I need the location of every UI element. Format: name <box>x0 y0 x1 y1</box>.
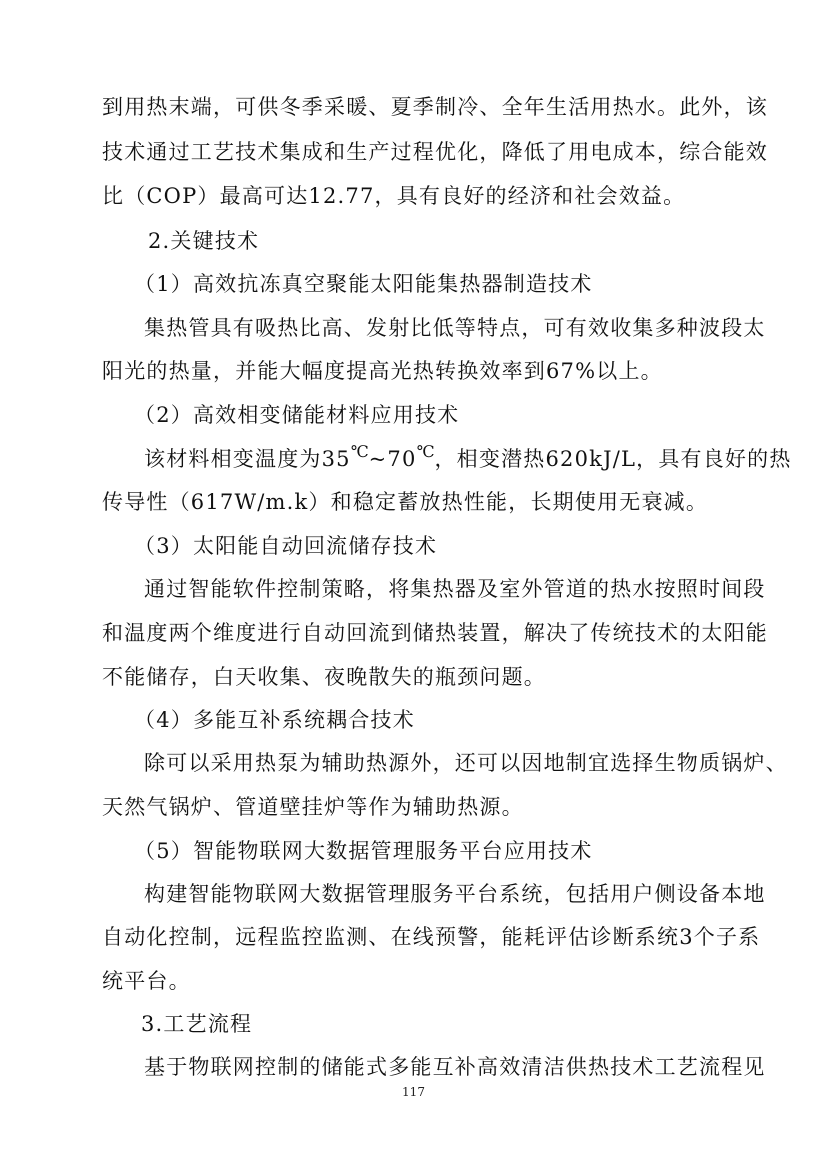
body-text-line: 基于物联网控制的储能式多能互补高效清洁供热技术工艺流程见 <box>144 1055 766 1079</box>
body-text-line: 不能储存，白天收集、夜晚散失的瓶颈问题。 <box>102 665 546 689</box>
body-text-line: 传导性（617W/m.k）和稳定蓄放热性能，长期使用无衰减。 <box>102 490 709 514</box>
section-heading: 3.工艺流程 <box>141 1012 253 1036</box>
subsection-title: （2）高效相变储能材料应用技术 <box>134 403 460 427</box>
text-segment: ，相变潜热620kJ/L，具有良好的热 <box>434 447 792 471</box>
subsection-title: （3）太阳能自动回流储存技术 <box>134 534 438 558</box>
body-text-line: 自动化控制，远程监控监测、在线预警，能耗评估诊断系统3个子系 <box>102 925 761 949</box>
body-text-line: 技术通过工艺技术集成和生产过程优化，降低了用电成本，综合能效 <box>102 140 768 164</box>
body-text-line: 集热管具有吸热比高、发射比低等特点，可有效收集多种波段太 <box>144 316 766 340</box>
text-segment: 该材料相变温度为35 <box>144 447 351 471</box>
subsection-title: （5）智能物联网大数据管理服务平台应用技术 <box>134 839 593 863</box>
text-segment: ~70 <box>368 447 417 471</box>
body-text-line: 到用热末端，可供冬季采暖、夏季制冷、全年生活用热水。此外，该 <box>102 95 768 119</box>
degree-symbol: ℃ <box>350 442 369 461</box>
subsection-title: （1）高效抗冻真空聚能太阳能集热器制造技术 <box>134 272 593 296</box>
body-text-line: 通过智能软件控制策略，将集热器及室外管道的热水按照时间段 <box>144 577 766 601</box>
body-text-line: 除可以采用热泵为辅助热源外，还可以因地制宜选择生物质锅炉、 <box>144 751 788 775</box>
subsection-title: （4）多能互补系统耦合技术 <box>134 708 415 732</box>
body-text-line: 比（COP）最高可达12.77，具有良好的经济和社会效益。 <box>102 184 686 208</box>
body-text-line: 构建智能物联网大数据管理服务平台系统，包括用户侧设备本地 <box>144 882 766 906</box>
body-text-line: 阳光的热量，并能大幅度提高光热转换效率到67%以上。 <box>102 359 663 383</box>
body-text-line: 统平台。 <box>102 969 191 993</box>
body-text-line <box>144 444 792 476</box>
section-heading: 2.关键技术 <box>148 229 260 253</box>
degree-symbol: ℃ <box>416 442 435 461</box>
body-text-line: 和温度两个维度进行自动回流到储热装置，解决了传统技术的太阳能 <box>102 621 768 645</box>
body-text-line: 天然气锅炉、管道壁挂炉等作为辅助热源。 <box>102 795 524 819</box>
page-number: 117 <box>402 1085 425 1099</box>
